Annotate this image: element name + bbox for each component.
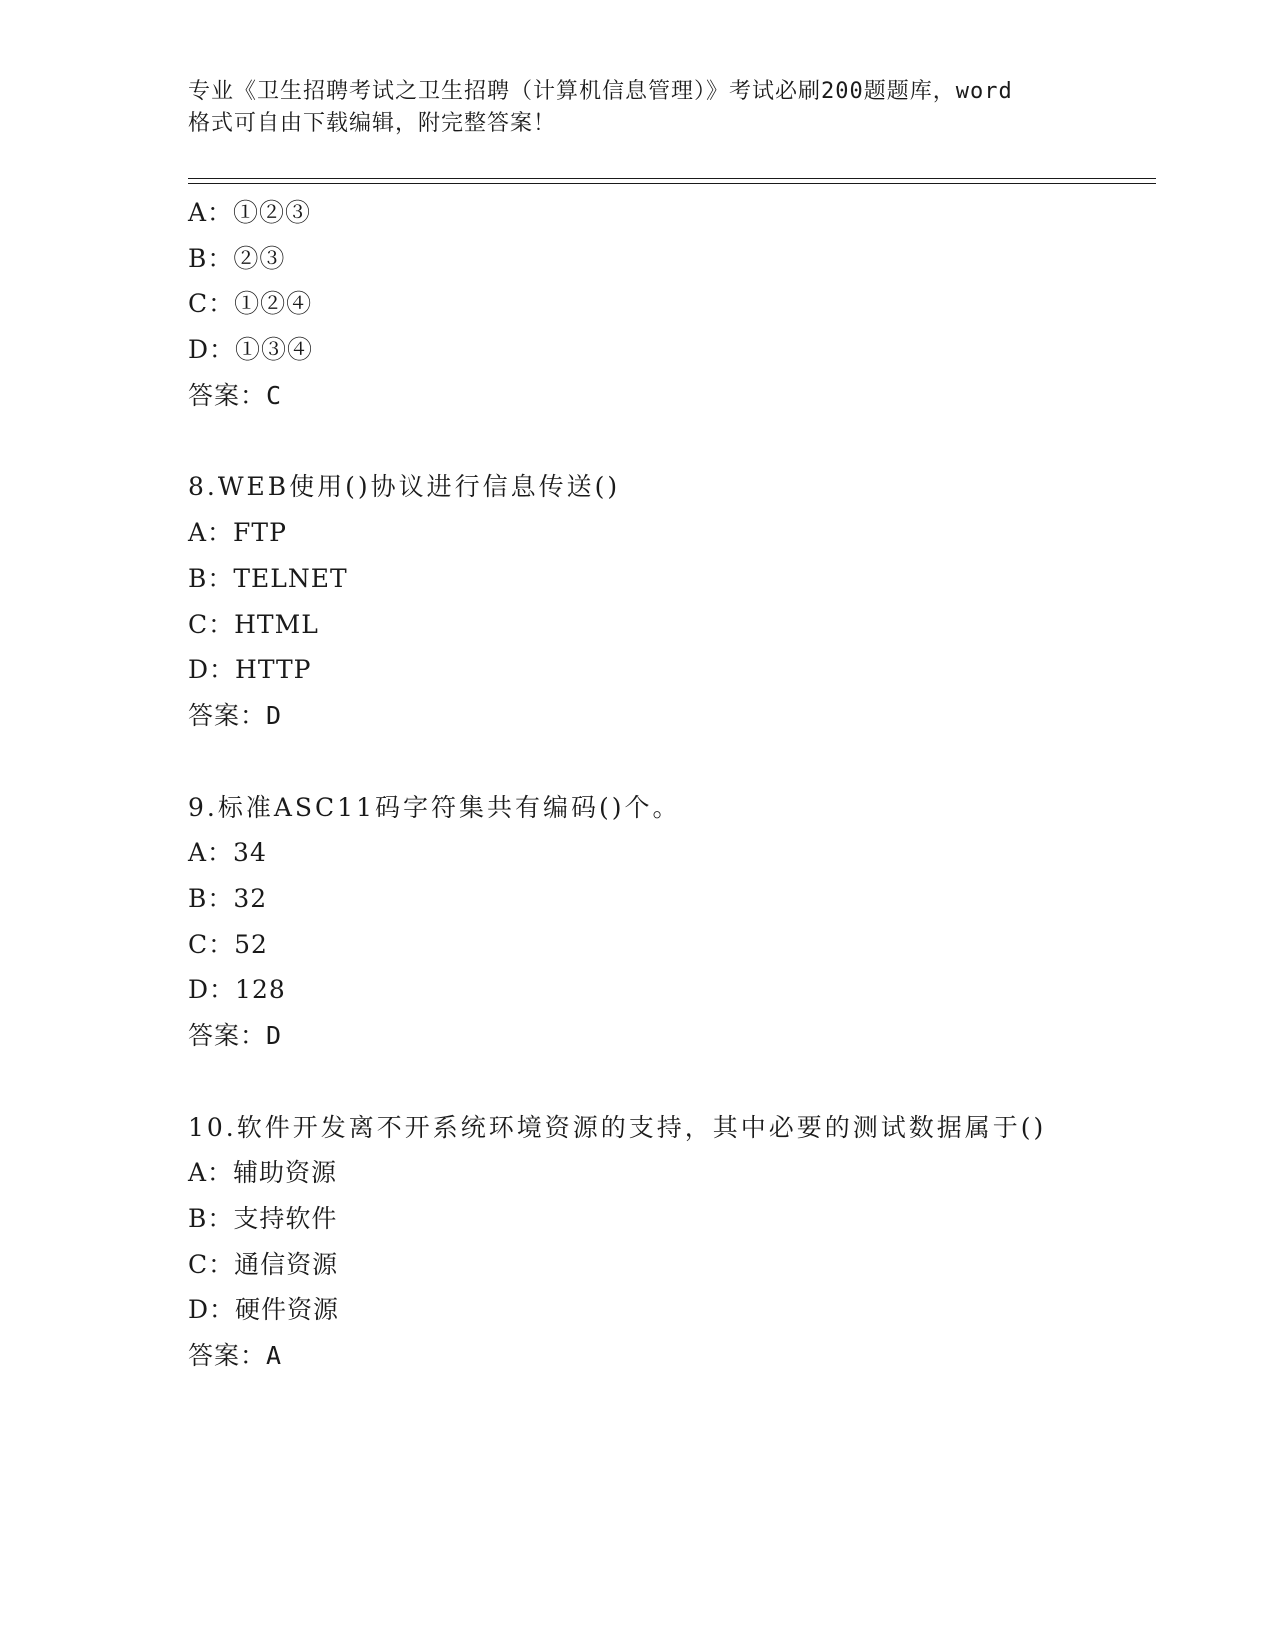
document-header [188,76,1108,140]
q10-option-d: D：硬件资源 [188,1295,340,1325]
q9-option-c: C：52 [188,929,268,959]
header-line-1: 专业《卫生招聘考试之卫生招聘（计算机信息管理）》考试必刷200题题库，word [188,79,1013,104]
q7-option-d: D：①③④ [188,335,314,365]
q9-question: 9.标准ASC11码字符集共有编码()个。 [188,792,681,822]
q10-option-b: B：支持软件 [188,1204,338,1234]
q7-option-c: C：①②④ [188,289,313,319]
q7-option-b: B：②③ [188,243,286,273]
header-divider-top [188,178,1156,179]
q7-answer: 答案：C [188,380,283,410]
q9-option-a: A：34 [188,838,267,868]
header-line-2: 格式可自由下载编辑，附完整答案！ [188,111,557,136]
q10-option-a: A：辅助资源 [188,1158,338,1188]
q7-option-a: A：①②③ [188,198,312,227]
q8-option-c: C：HTML [188,609,319,639]
q9-option-b: B：32 [188,883,268,913]
q8-option-a: A：FTP [188,518,287,548]
q10-question: 10.软件开发离不开系统环境资源的支持，其中必要的测试数据属于() [188,1112,1047,1142]
spacer [188,1059,1156,1105]
q8-answer: 答案：D [188,700,283,730]
q8-option-b: B：TELNET [188,563,348,593]
question-9-block [188,785,1156,1059]
q10-answer: 答案：A [188,1341,283,1371]
spacer [188,739,1156,785]
q8-question: 8.WEB使用()协议进行信息传送() [188,472,621,502]
q10-option-c: C：通信资源 [188,1249,339,1279]
question-7-block [188,190,1156,418]
q8-option-d: D：HTTP [188,655,312,685]
question-10-block [188,1105,1156,1379]
question-8-block [188,464,1156,738]
q9-answer: 答案：D [188,1021,283,1050]
header-divider-bottom [188,183,1156,184]
spacer [188,418,1156,464]
question-list [188,190,1156,1379]
q9-option-d: D：128 [188,975,286,1005]
